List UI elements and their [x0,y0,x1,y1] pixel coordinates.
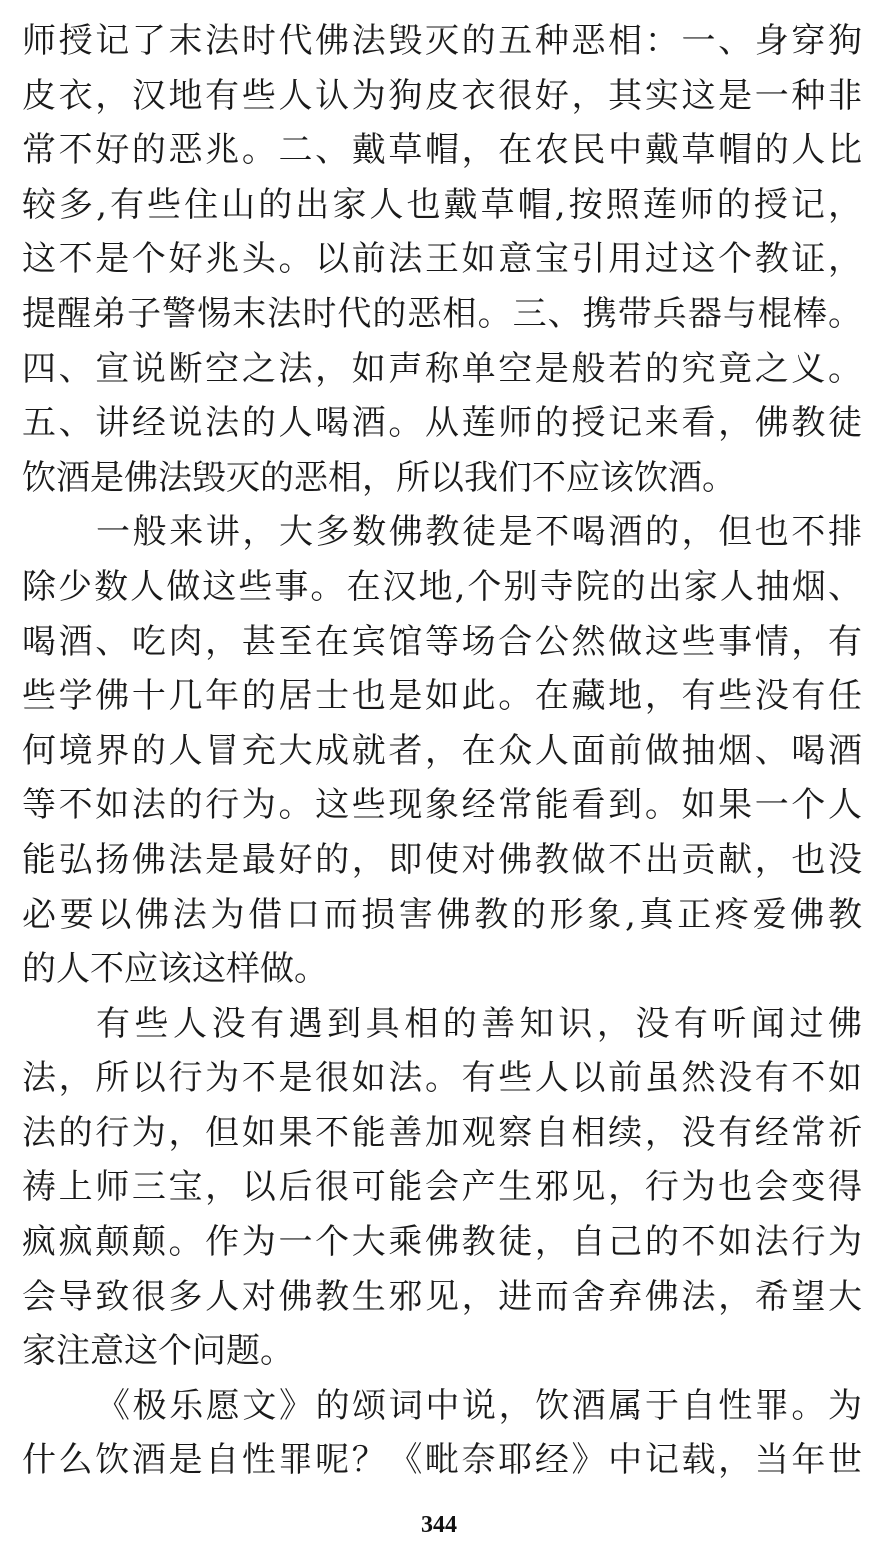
text-line: 常不好的恶兆。二、戴草帽，在农民中戴草帽的人比 [22,130,862,171]
paragraph-first-line: 一般来讲，大多数佛教徒是不喝酒的，但也不排 [96,512,862,553]
text-line: 五、讲经说法的人喝酒。从莲师的授记来看，佛教徒 [22,403,862,444]
paragraph-first-line: 有些人没有遇到具相的善知识，没有听闻过佛 [96,1003,862,1044]
text-line: 师授记了末法时代佛法毁灭的五种恶相：一、身穿狗 [22,21,862,61]
text-line: 什么饮酒是自性罪呢？《毗奈耶经》中记载，当年世 [22,1440,862,1481]
text-line: 除少数人做这些事。在汉地,个别寺院的出家人抽烟、 [22,566,862,607]
page-number: 344 [421,1512,457,1538]
paragraph-first-line: 《极乐愿文》的颂词中说，饮酒属于自性罪。为 [96,1385,862,1426]
text-line: 家注意这个问题。 [22,1331,294,1372]
text-line: 等不如法的行为。这些现象经常能看到。如果一个人 [22,785,862,826]
text-line: 疯疯颠颠。作为一个大乘佛教徒，自己的不如法行为 [22,1222,862,1263]
text-line: 较多,有些住山的出家人也戴草帽,按照莲师的授记， [22,184,862,225]
page-body [22,14,862,1488]
text-line: 提醒弟子警惕末法时代的恶相。三、携带兵器与棍棒。 [22,293,862,334]
text-line: 必要以佛法为借口而损害佛教的形象,真正疼爱佛教 [22,894,862,935]
text-line: 四、宣说断空之法，如声称单空是般若的究竟之义。 [22,348,862,389]
text-line: 会导致很多人对佛教生邪见，进而舍弃佛法，希望大 [22,1276,862,1317]
text-line: 祷上师三宝，以后很可能会产生邪见，行为也会变得 [22,1167,862,1208]
text-line: 能弘扬佛法是最好的，即使对佛教做不出贡献，也没 [22,839,862,880]
text-line: 法，所以行为不是很如法。有些人以前虽然没有不如 [22,1058,862,1099]
text-line: 法的行为，但如果不能善加观察自相续，没有经常祈 [22,1112,862,1153]
text-line: 些学佛十几年的居士也是如此。在藏地，有些没有任 [22,676,862,717]
text-line: 何境界的人冒充大成就者，在众人面前做抽烟、喝酒 [22,730,862,771]
text-line: 的人不应该这样做。 [22,949,328,990]
text-line: 喝酒、吃肉，甚至在宾馆等场合公然做这些事情，有 [22,621,862,662]
text-line: 皮衣，汉地有些人认为狗皮衣很好，其实这是一种非 [22,75,862,116]
text-line: 饮酒是佛法毁灭的恶相，所以我们不应该饮酒。 [22,457,736,498]
text-line: 这不是个好兆头。以前法王如意宝引用过这个教证， [22,239,862,280]
